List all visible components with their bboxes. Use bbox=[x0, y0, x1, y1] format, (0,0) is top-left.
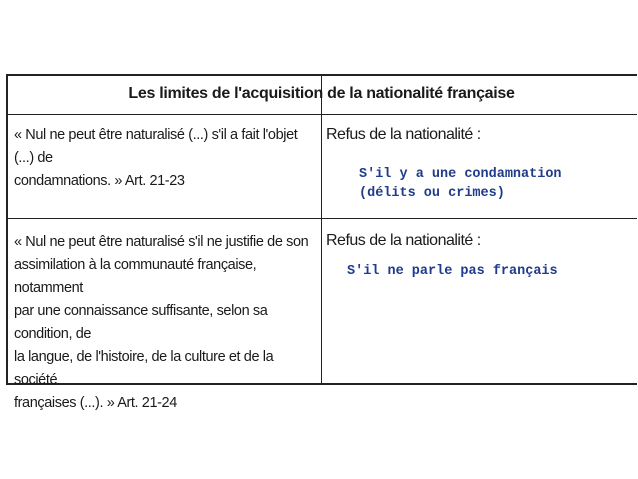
table-left-border bbox=[6, 74, 8, 385]
row1-line: condamnations. » Art. 21-23 bbox=[14, 173, 185, 189]
row1-refusal-header: Refus de la nationalité : bbox=[326, 126, 481, 143]
table-title: Les limites de l'acquisition de la nationalité française bbox=[128, 85, 515, 102]
row1-article-text bbox=[14, 124, 314, 193]
row2-line: la langue, de l'histoire, de la culture et de la société bbox=[14, 349, 274, 388]
nationality-limits-table bbox=[6, 74, 637, 411]
row2-refusal-note bbox=[347, 262, 558, 281]
row2-line: par une connaissance suffisante, selon sa condition, de bbox=[14, 303, 268, 342]
row2-note-line: S'il ne parle pas français bbox=[347, 264, 558, 279]
row1-note-line: (délits ou crimes) bbox=[359, 186, 505, 201]
row1-line: « Nul ne peut être naturalisé (...) s'il a fait l'objet (...) de bbox=[14, 127, 298, 166]
row2-refusal-header: Refus de la nationalité : bbox=[326, 232, 481, 249]
row2-line: assimilation à la communauté française, notamment bbox=[14, 257, 257, 296]
row2-article-text bbox=[14, 231, 316, 415]
row1-note-line: S'il y a une condamnation bbox=[359, 167, 562, 182]
column-divider bbox=[321, 74, 322, 385]
row2-line: « Nul ne peut être naturalisé s'il ne justifie de son bbox=[14, 234, 309, 250]
row2-line: françaises (...). » Art. 21-24 bbox=[14, 395, 177, 411]
row1-refusal-note bbox=[359, 165, 562, 203]
